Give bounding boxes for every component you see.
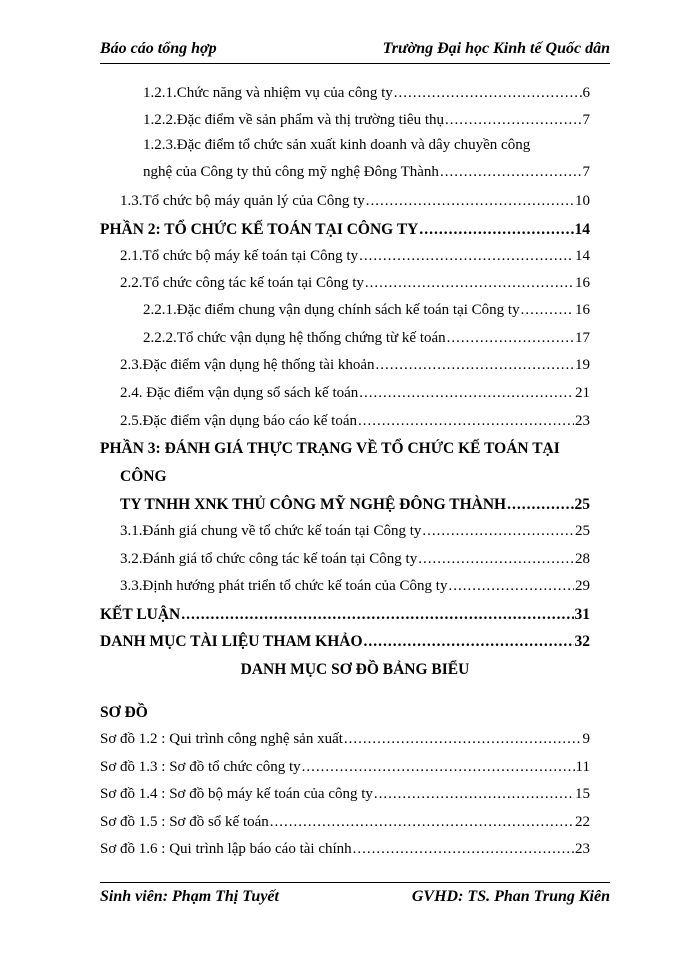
toc-page-number: 14 (575, 248, 590, 264)
toc-entry-text: TY TNHH XNK THỦ CÔNG MỸ NGHỆ ĐÔNG THÀNH (120, 496, 507, 513)
toc-entry (120, 578, 590, 595)
toc-page-number: 25 (574, 496, 590, 513)
toc-part-entry (100, 606, 590, 624)
toc-page-number: 23 (575, 413, 590, 429)
figure-entry (100, 731, 590, 748)
toc-page-number: 28 (575, 551, 590, 567)
figure-page-number: 15 (575, 786, 590, 802)
figure-entry-text: Sơ đồ 1.3 : Sơ đồ tổ chức công ty (100, 759, 301, 775)
figure-entry (100, 786, 590, 803)
figures-subtitle: SƠ ĐỒ (100, 704, 148, 721)
toc-page-number: 32 (574, 633, 590, 650)
toc-entry (143, 164, 590, 181)
figures-list-title: DANH MỤC SƠ ĐỒ BẢNG BIỂU (240, 661, 470, 678)
figure-entry-text: Sơ đồ 1.6 : Qui trình lập báo cáo tài chính (100, 841, 352, 857)
toc-leader-dots (344, 731, 582, 748)
toc-leader-dots (359, 385, 574, 402)
toc-entry-text: 3.3.Định hướng phát triển tổ chức kế toán của Công ty (120, 578, 448, 594)
toc-part-entry (100, 633, 590, 651)
toc-entry-text: KẾT LUẬN (100, 606, 181, 623)
figure-page-number: 23 (575, 841, 590, 857)
toc-entry-text: 2.2.2.Tổ chức vận dụng hệ thống chứng từ kế toán (143, 330, 446, 346)
toc-part-line: PHẦN 3: ĐÁNH GIÁ THỰC TRẠNG VỀ TỔ CHỨC KẾ TOÁN TẠI (100, 440, 560, 457)
toc-entry-text: 3.2.Đánh giá tổ chức công tác kế toán tại Công ty (120, 551, 418, 567)
toc-leader-dots (270, 814, 574, 831)
toc-entry-text: PHẦN 2: TỔ CHỨC KẾ TOÁN TẠI CÔNG TY (100, 221, 419, 238)
toc-part-entry (100, 221, 590, 239)
toc-page-number: 21 (575, 385, 590, 401)
toc-entry-text: 2.1.Tổ chức bộ máy kế toán tại Công ty (120, 248, 359, 264)
footer-supervisor: GVHD: TS. Phan Trung Kiên (411, 888, 610, 905)
toc-leader-dots (418, 551, 574, 568)
figure-entry (100, 759, 590, 776)
toc-entry (120, 248, 590, 265)
header-report-title: Báo cáo tổng hợp (100, 40, 217, 57)
figure-entry (100, 814, 590, 831)
page-header (100, 40, 610, 62)
toc-part-line: CÔNG (120, 468, 167, 485)
toc-leader-dots (364, 633, 574, 651)
toc-leader-dots (440, 164, 582, 181)
toc-entry (120, 523, 590, 540)
toc-entry-text: 3.1.Đánh giá chung về tổ chức kế toán tại Công ty (120, 523, 422, 539)
toc-leader-dots (302, 759, 575, 776)
toc-page-number: 16 (575, 275, 590, 291)
toc-page-number: 16 (575, 302, 590, 318)
toc-leader-dots (422, 523, 574, 540)
toc-entry (143, 330, 590, 347)
toc-leader-dots (358, 413, 574, 430)
toc-page-number: 19 (575, 357, 590, 373)
header-university: Trường Đại học Kinh tế Quốc dân (382, 40, 610, 57)
toc-leader-dots (447, 330, 574, 347)
toc-leader-dots (507, 496, 573, 514)
toc-leader-dots (376, 357, 574, 374)
figure-page-number: 11 (575, 759, 590, 775)
toc-entry-text: 1.2.2.Đặc điểm về sản phẩm và thị trường tiêu thụ (143, 112, 444, 128)
figure-entry (100, 841, 590, 858)
figure-entry-text: Sơ đồ 1.5 : Sơ đồ sổ kế toán (100, 814, 269, 830)
toc-leader-dots (181, 606, 573, 624)
toc-leader-dots (366, 193, 574, 210)
toc-page-number: 17 (575, 330, 590, 346)
toc-leader-dots (448, 578, 574, 595)
toc-page-number: 29 (575, 578, 590, 594)
toc-entry (143, 302, 590, 319)
toc-entry-text: 1.3.Tổ chức bộ máy quản lý của Công ty (120, 193, 365, 209)
toc-part-entry (120, 496, 590, 514)
header-divider (100, 63, 610, 64)
toc-entry (143, 85, 590, 102)
toc-entry-text: 2.3.Đặc điểm vận dụng hệ thống tài khoản (120, 357, 375, 373)
toc-entry (120, 357, 590, 374)
toc-entry-text: 1.2.1.Chức năng và nhiệm vụ của công ty (143, 85, 393, 101)
figure-entry-text: Sơ đồ 1.2 : Qui trình công nghệ sản xuất (100, 731, 343, 747)
toc-entry (120, 413, 590, 430)
toc-entry (120, 385, 590, 402)
toc-entry (120, 551, 590, 568)
toc-leader-dots (394, 85, 582, 102)
toc-leader-dots (353, 841, 574, 858)
toc-leader-dots (374, 786, 574, 803)
toc-entry-text: DANH MỤC TÀI LIỆU THAM KHẢO (100, 633, 363, 650)
toc-leader-dots (419, 221, 573, 239)
toc-entry-text: 2.2.Tổ chức công tác kế toán tại Công ty (120, 275, 364, 291)
toc-leader-dots (359, 248, 574, 265)
toc-page-number: 31 (574, 606, 590, 623)
toc-entry-text: 2.4. Đặc điểm vận dụng sổ sách kế toán (120, 385, 359, 401)
footer-divider (100, 882, 610, 883)
toc-page-number: 10 (575, 193, 590, 209)
toc-entry (120, 193, 590, 210)
toc-entry (143, 112, 590, 129)
toc-entry-line: 1.2.3.Đặc điểm tổ chức sản xuất kinh doanh và dây chuyền công (143, 137, 531, 153)
toc-leader-dots (521, 302, 574, 319)
footer-student: Sinh viên: Phạm Thị Tuyết (100, 888, 279, 905)
page-footer (100, 888, 610, 910)
toc-page-number: 6 (582, 85, 590, 101)
toc-leader-dots (445, 112, 582, 129)
figure-page-number: 22 (575, 814, 590, 830)
toc-leader-dots (365, 275, 574, 292)
figure-page-number: 9 (582, 731, 590, 747)
toc-page-number: 14 (574, 221, 590, 238)
toc-page-number: 25 (575, 523, 590, 539)
toc-page-number: 7 (582, 164, 590, 180)
toc-entry-text: 2.5.Đặc điểm vận dụng báo cáo kế toán (120, 413, 358, 429)
toc-entry-text: nghệ của Công ty thủ công mỹ nghệ Đông Thành (143, 164, 439, 180)
toc-page-number: 7 (582, 112, 590, 128)
toc-entry-text: 2.2.1.Đặc điểm chung vận dụng chính sách kế toán tại Công ty (143, 302, 520, 318)
figure-entry-text: Sơ đồ 1.4 : Sơ đồ bộ máy kế toán của công ty (100, 786, 373, 802)
toc-entry (120, 275, 590, 292)
